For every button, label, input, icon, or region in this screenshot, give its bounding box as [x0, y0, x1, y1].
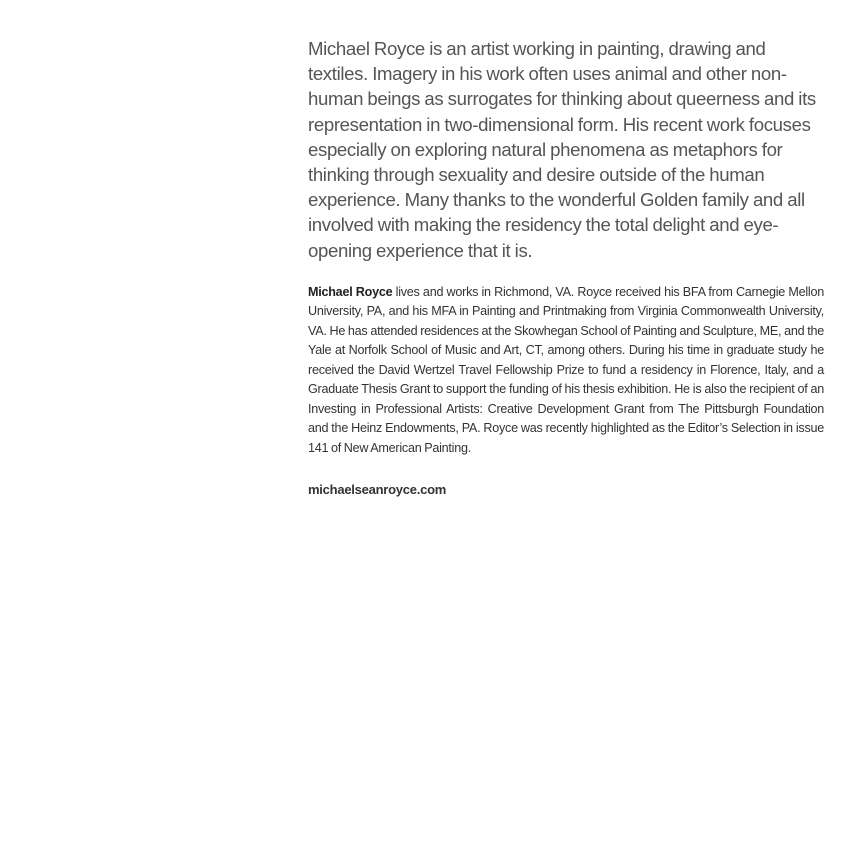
- artist-website-link[interactable]: michaelseanroyce.com: [308, 482, 447, 498]
- artist-bio: [308, 283, 824, 459]
- artist-name: Michael Royce: [308, 284, 393, 299]
- artist-bio-text: lives and works in Richmond, VA. Royce received his BFA from Carnegie Mellon University, PA, and his MFA in Painting and Printmaking from Virginia Commonwealth University, VA. He has attended residences at the Skowhegan School of Painting and Sculpture, ME, and the Yale at Norfolk School of Music and Art, CT, among others. During his time in graduate study he received the David Wertzel Travel Fellowship Prize to fund a residency in Florence, Italy, and a Graduate Thesis Grant to support the funding of his thesis exhibition. He is also the recipient of an Investing in Professional Artists: Creative Development Grant from The Pittsburgh Foundation and the Heinz Endowments, PA. Royce was recently highlighted as the Editor’s Selection in issue 141 of New American Painting.: [308, 284, 824, 455]
- artist-statement: Michael Royce is an artist working in painting, drawing and textiles. Imagery in his work often uses animal and other non-human beings as surrogates for thinking about queerness and its representation in two-dimensional form. His recent work focuses especially on exploring natural phenomena as metaphors for thinking through sexuality and desire outside of the human experience. Many thanks to the wonderful Golden family and all involved with making the residency the total delight and eye-opening experience that it is.: [308, 38, 816, 261]
- artist-text-column: [308, 36, 824, 500]
